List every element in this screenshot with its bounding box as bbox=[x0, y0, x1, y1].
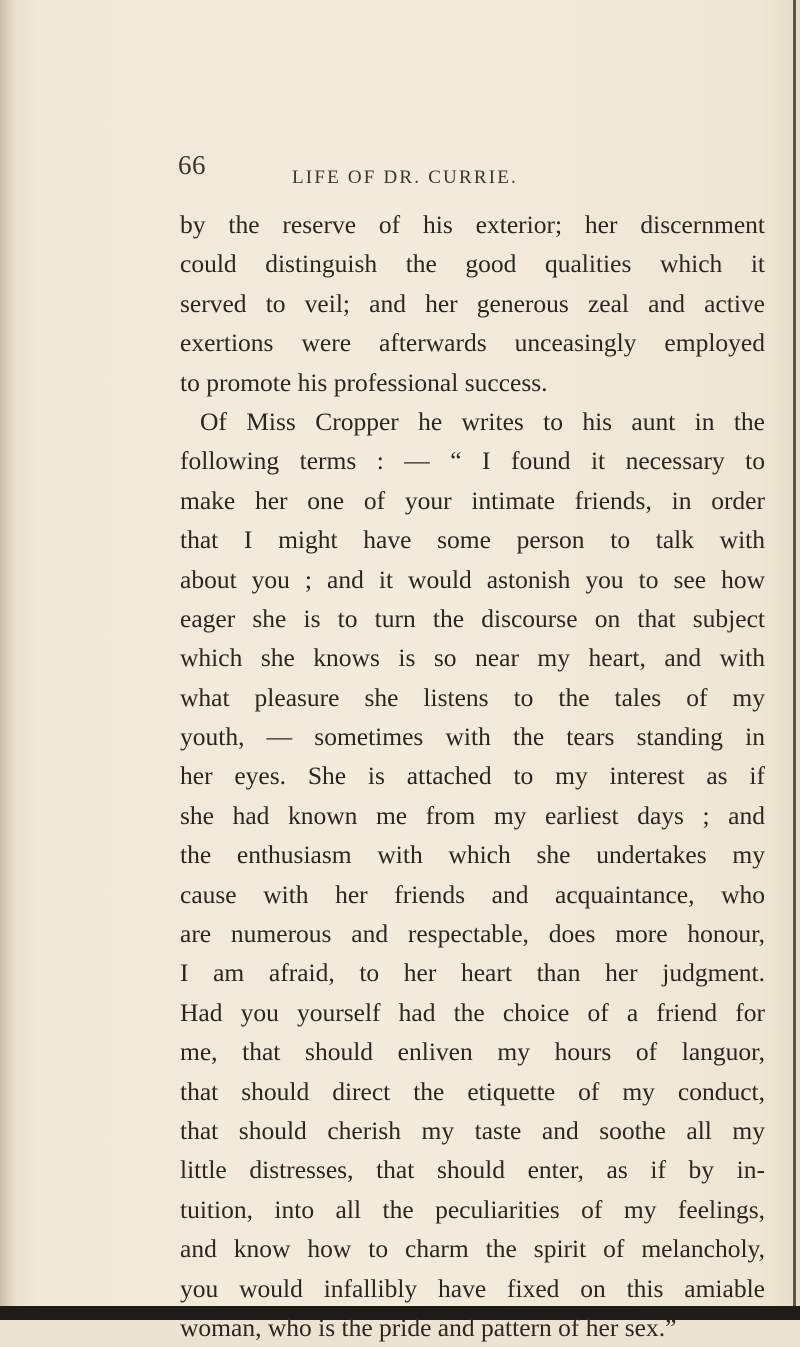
text-line: that should cherish my taste and soothe all my bbox=[180, 1115, 765, 1145]
page-number: 66 bbox=[178, 150, 206, 180]
text-line: youth, — sometimes with the tears standing in bbox=[180, 722, 765, 752]
text-line: are numerous and respectable, does more honour, bbox=[180, 919, 765, 949]
text-line: that I might have some person to talk with bbox=[180, 525, 765, 555]
text-line: could distinguish the good qualities which it bbox=[180, 249, 765, 279]
text-line: about you ; and it would astonish you to see how bbox=[180, 564, 765, 594]
text-line: and know how to charm the spirit of melancholy, bbox=[180, 1234, 765, 1264]
text-line: that should direct the etiquette of my conduct, bbox=[180, 1076, 765, 1106]
text-line: she had known me from my earliest days ; and bbox=[180, 800, 765, 830]
text-line: you would infallibly have fixed on this amiable bbox=[180, 1273, 765, 1303]
text-line: Had you yourself had the choice of a friend for bbox=[180, 997, 765, 1027]
text-line: make her one of your intimate friends, in order bbox=[180, 485, 765, 515]
text-line: me, that should enliven my hours of languor, bbox=[180, 1037, 765, 1067]
text-line: cause with her friends and acquaintance, who bbox=[180, 879, 765, 909]
text-line: which she knows is so near my heart, and with bbox=[180, 643, 765, 673]
body-text bbox=[180, 205, 765, 1347]
right-edge-rule bbox=[793, 0, 796, 1320]
text-line: woman, who is the pride and pattern of her sex.” bbox=[180, 1312, 677, 1342]
text-line: her eyes. She is attached to my interest as if bbox=[180, 761, 765, 791]
text-line: served to veil; and her generous zeal and active bbox=[180, 288, 765, 318]
text-line: Of Miss Cropper he writes to his aunt in the bbox=[200, 406, 765, 436]
text-line: exertions were afterwards unceasingly employed bbox=[180, 328, 765, 358]
binding-edge bbox=[0, 0, 16, 1320]
text-line: eager she is to turn the discourse on that subject bbox=[180, 603, 765, 633]
text-line: the enthusiasm with which she undertakes my bbox=[180, 840, 765, 870]
text-line: tuition, into all the peculiarities of my feelings, bbox=[180, 1194, 765, 1224]
text-line: what pleasure she listens to the tales of my bbox=[180, 682, 765, 712]
text-line: little distresses, that should enter, as if by in- bbox=[180, 1155, 765, 1185]
text-line: to promote his professional success. bbox=[180, 367, 548, 397]
text-line: I am afraid, to her heart than her judgment. bbox=[180, 958, 765, 988]
text-line: by the reserve of his exterior; her discernment bbox=[180, 210, 765, 239]
running-head: LIFE OF DR. CURRIE. bbox=[292, 167, 519, 188]
text-line: following terms : — “ I found it necessary to bbox=[180, 446, 765, 476]
